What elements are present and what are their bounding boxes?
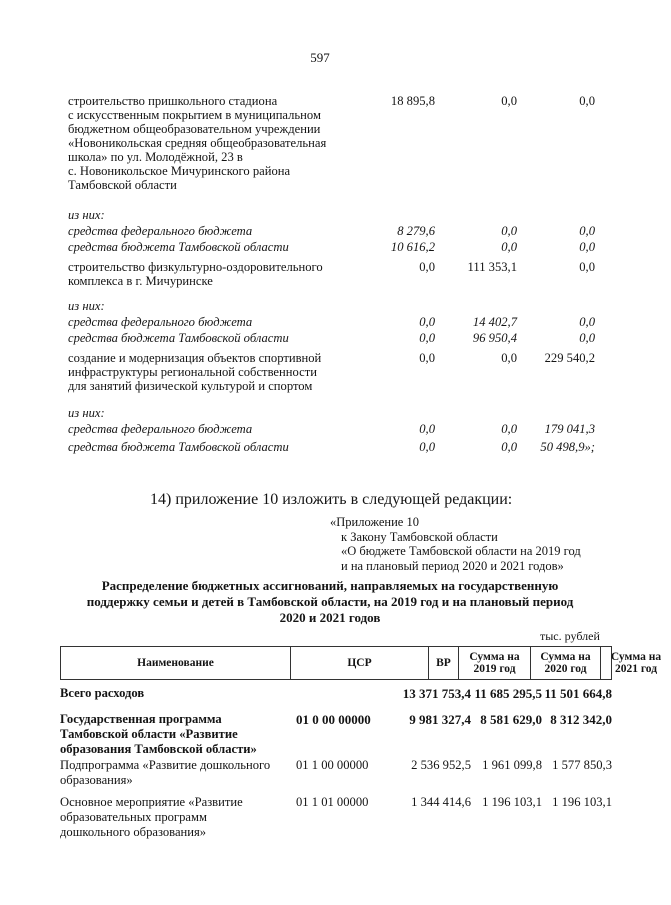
sum-2021: 1 196 103,1 <box>552 795 612 809</box>
row-name: создание и модернизация объектов спортивной инфраструктуры региональной собственности для занятий физической культурой и спортом <box>68 351 322 393</box>
row-csr: 01 0 00 00000 <box>296 712 371 727</box>
value-2020: 0,0 <box>501 240 517 254</box>
value-2021: 0,0 <box>579 260 595 274</box>
appendix-line-1: «Приложение 10 <box>330 515 419 529</box>
value-2021: 0,0 <box>579 315 595 329</box>
header-sum-2019: Сумма на 2019 год <box>459 647 531 679</box>
value-2020: 96 950,4 <box>472 331 517 345</box>
value-2020: 111 353,1 <box>467 260 517 274</box>
row-name: строительство физкультурно-оздоровительного комплекса в г. Мичуринске <box>68 260 323 288</box>
row-csr: 01 1 00 00000 <box>296 758 369 772</box>
header-csr: ЦСР <box>291 647 429 679</box>
sum-2019: 2 536 952,5 <box>411 758 471 772</box>
value-2021: 0,0 <box>579 224 595 238</box>
value-2020: 0,0 <box>501 351 517 365</box>
row-name: средства федерального бюджета <box>68 224 253 238</box>
value-2020: 0,0 <box>501 224 517 238</box>
amendment-heading: 14) приложение 10 изложить в следующей редакции: <box>150 491 513 508</box>
row-name: Государственная программа Тамбовской области «Развитие образования Тамбовской области» <box>60 712 257 756</box>
row-name: средства бюджета Тамбовской области <box>68 331 289 345</box>
sum-2020: 11 685 295,5 <box>474 686 542 701</box>
sum-2019: 9 981 327,4 <box>409 712 471 727</box>
value-2021: 0,0 <box>579 94 595 108</box>
table-header <box>60 646 662 680</box>
value-2019: 10 616,2 <box>390 240 435 254</box>
value-2021: 50 498,9»; <box>540 440 595 454</box>
value-2019: 0,0 <box>419 422 435 436</box>
row-name: из них: <box>68 406 105 420</box>
value-2020: 0,0 <box>501 440 517 454</box>
row-name: средства федерального бюджета <box>68 315 253 329</box>
value-2020: 0,0 <box>501 94 517 108</box>
value-2021: 0,0 <box>579 331 595 345</box>
appendix-line-3: «О бюджете Тамбовской области на 2019 год <box>341 544 581 558</box>
value-2021: 0,0 <box>579 240 595 254</box>
row-name: средства бюджета Тамбовской области <box>68 240 289 254</box>
sum-2019: 1 344 414,6 <box>411 795 471 809</box>
sum-2020: 1 961 099,8 <box>482 758 542 772</box>
value-2021: 179 041,3 <box>544 422 595 436</box>
sum-2020: 8 581 629,0 <box>480 712 542 727</box>
value-2019: 0,0 <box>419 331 435 345</box>
value-2019: 0,0 <box>419 351 435 365</box>
value-2019: 0,0 <box>419 315 435 329</box>
appendix-line-2: к Закону Тамбовской области <box>341 529 498 544</box>
sum-2021: 1 577 850,3 <box>552 758 612 772</box>
row-name: строительство пришкольного стадиона с искусственным покрытием в муниципальном бюджетном общеобразовательном учреждении «Новоникольская средняя общеобразовательная школа» по ул. Молодёжной, 23 в с. Новоникольское Мичуринского района Тамбовской области <box>68 94 327 192</box>
row-name: средства федерального бюджета <box>68 422 253 436</box>
header-vr: ВР <box>429 647 459 679</box>
units-label: тыс. рублей <box>540 629 600 643</box>
value-2019: 18 895,8 <box>390 94 435 108</box>
page-number: 597 <box>310 50 330 65</box>
value-2020: 14 402,7 <box>472 315 517 329</box>
row-name: Подпрограмма «Развитие дошкольного образования» <box>60 758 271 787</box>
row-name: средства бюджета Тамбовской области <box>68 440 289 454</box>
header-sum-2021: Сумма на 2021 год <box>610 651 662 675</box>
value-2021: 229 540,2 <box>544 351 595 365</box>
row-name: из них: <box>68 299 105 313</box>
sum-2019: 13 371 753,4 <box>402 686 471 701</box>
appendix-reference <box>330 515 581 573</box>
sum-2021: 8 312 342,0 <box>550 712 612 727</box>
document-title: Распределение бюджетных ассигнований, направляемых на государственную поддержку семьи и детей в Тамбовской области, на 2019 год и на плановый период 2020 и 2021 годов <box>86 578 574 625</box>
row-name: Всего расходов <box>60 686 145 700</box>
sum-2020: 1 196 103,1 <box>482 795 542 809</box>
header-sum-2020: Сумма на 2020 год <box>531 647 601 679</box>
appendix-line-4: и на плановый период 2020 и 2021 годов» <box>341 558 564 573</box>
sum-2021: 11 501 664,8 <box>544 686 612 701</box>
row-name: Основное мероприятие «Развитие образовательных программ дошкольного образования» <box>60 795 243 839</box>
row-csr: 01 1 01 00000 <box>296 795 369 809</box>
header-name: Наименование <box>61 647 291 679</box>
value-2019: 0,0 <box>419 440 435 454</box>
value-2019: 8 279,6 <box>397 224 435 238</box>
value-2020: 0,0 <box>501 422 517 436</box>
value-2019: 0,0 <box>419 260 435 274</box>
row-name: из них: <box>68 208 105 222</box>
